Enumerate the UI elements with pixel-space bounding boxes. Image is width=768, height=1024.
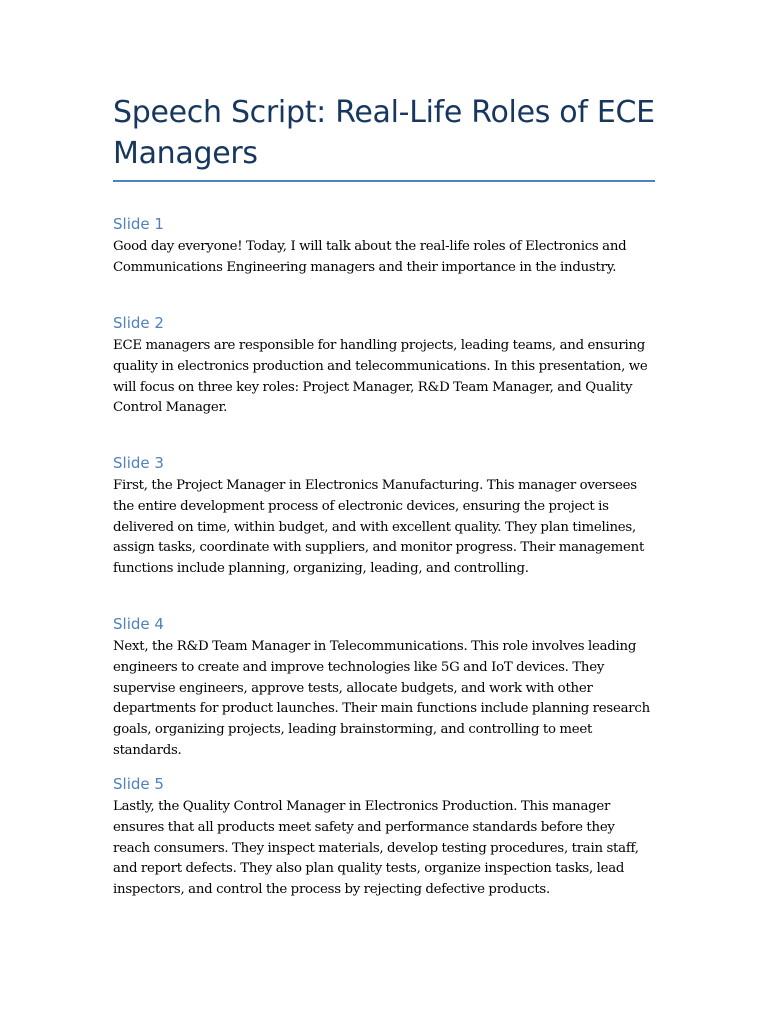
slide-text: ECE managers are responsible for handling projects, leading teams, and ensuring quality in electronics production and telecommunications. In this presentation, we will focus on three key roles: Project Manager, R&D Team Manager, and Quality Control Manager.: [113, 338, 648, 416]
slide-heading: Slide 2: [113, 314, 164, 332]
slide-section-3: [113, 453, 655, 580]
document-title: Speech Script: Real-Life Roles of ECE Managers: [113, 95, 655, 171]
slide-text: Lastly, the Quality Control Manager in Electronics Production. This manager ensures that all products meet safety and performance standards before they reach consumers. They inspect materials, develop testing procedures, train staff, and report defects. They also plan quality tests, organize inspection tasks, lead inspectors, and control the process by rejecting defective products.: [113, 799, 639, 898]
slide-heading: Slide 1: [113, 215, 164, 233]
slide-section-2: [113, 313, 655, 419]
slide-heading: Slide 4: [113, 615, 164, 633]
slide-text: Next, the R&D Team Manager in Telecommunications. This role involves leading engineers to create and improve technologies like 5G and IoT devices. They supervise engineers, approve tests, allocate budgets, and work with other departments for product launches. Their main functions include planning research goals, organizing projects, leading brainstorming, and controlling to meet standards.: [113, 639, 650, 758]
slide-text: First, the Project Manager in Electronics Manufacturing. This manager oversees the entire development process of electronic devices, ensuring the project is delivered on time, within budget, and with excellent quality. They plan timelines, assign tasks, coordinate with suppliers, and monitor progress. Their management functions include planning, organizing, leading, and controlling.: [113, 478, 645, 577]
slide-section-1: [113, 214, 655, 279]
slide-heading: Slide 5: [113, 775, 164, 793]
document-page: [113, 92, 655, 898]
slide-heading: Slide 3: [113, 454, 164, 472]
slide-section-4: [113, 614, 655, 762]
title-divider: [113, 180, 655, 182]
slide-section-5: [113, 774, 655, 901]
slide-text: Good day everyone! Today, I will talk about the real-life roles of Electronics and Communications Engineering managers and their importance in the industry.: [113, 239, 627, 275]
